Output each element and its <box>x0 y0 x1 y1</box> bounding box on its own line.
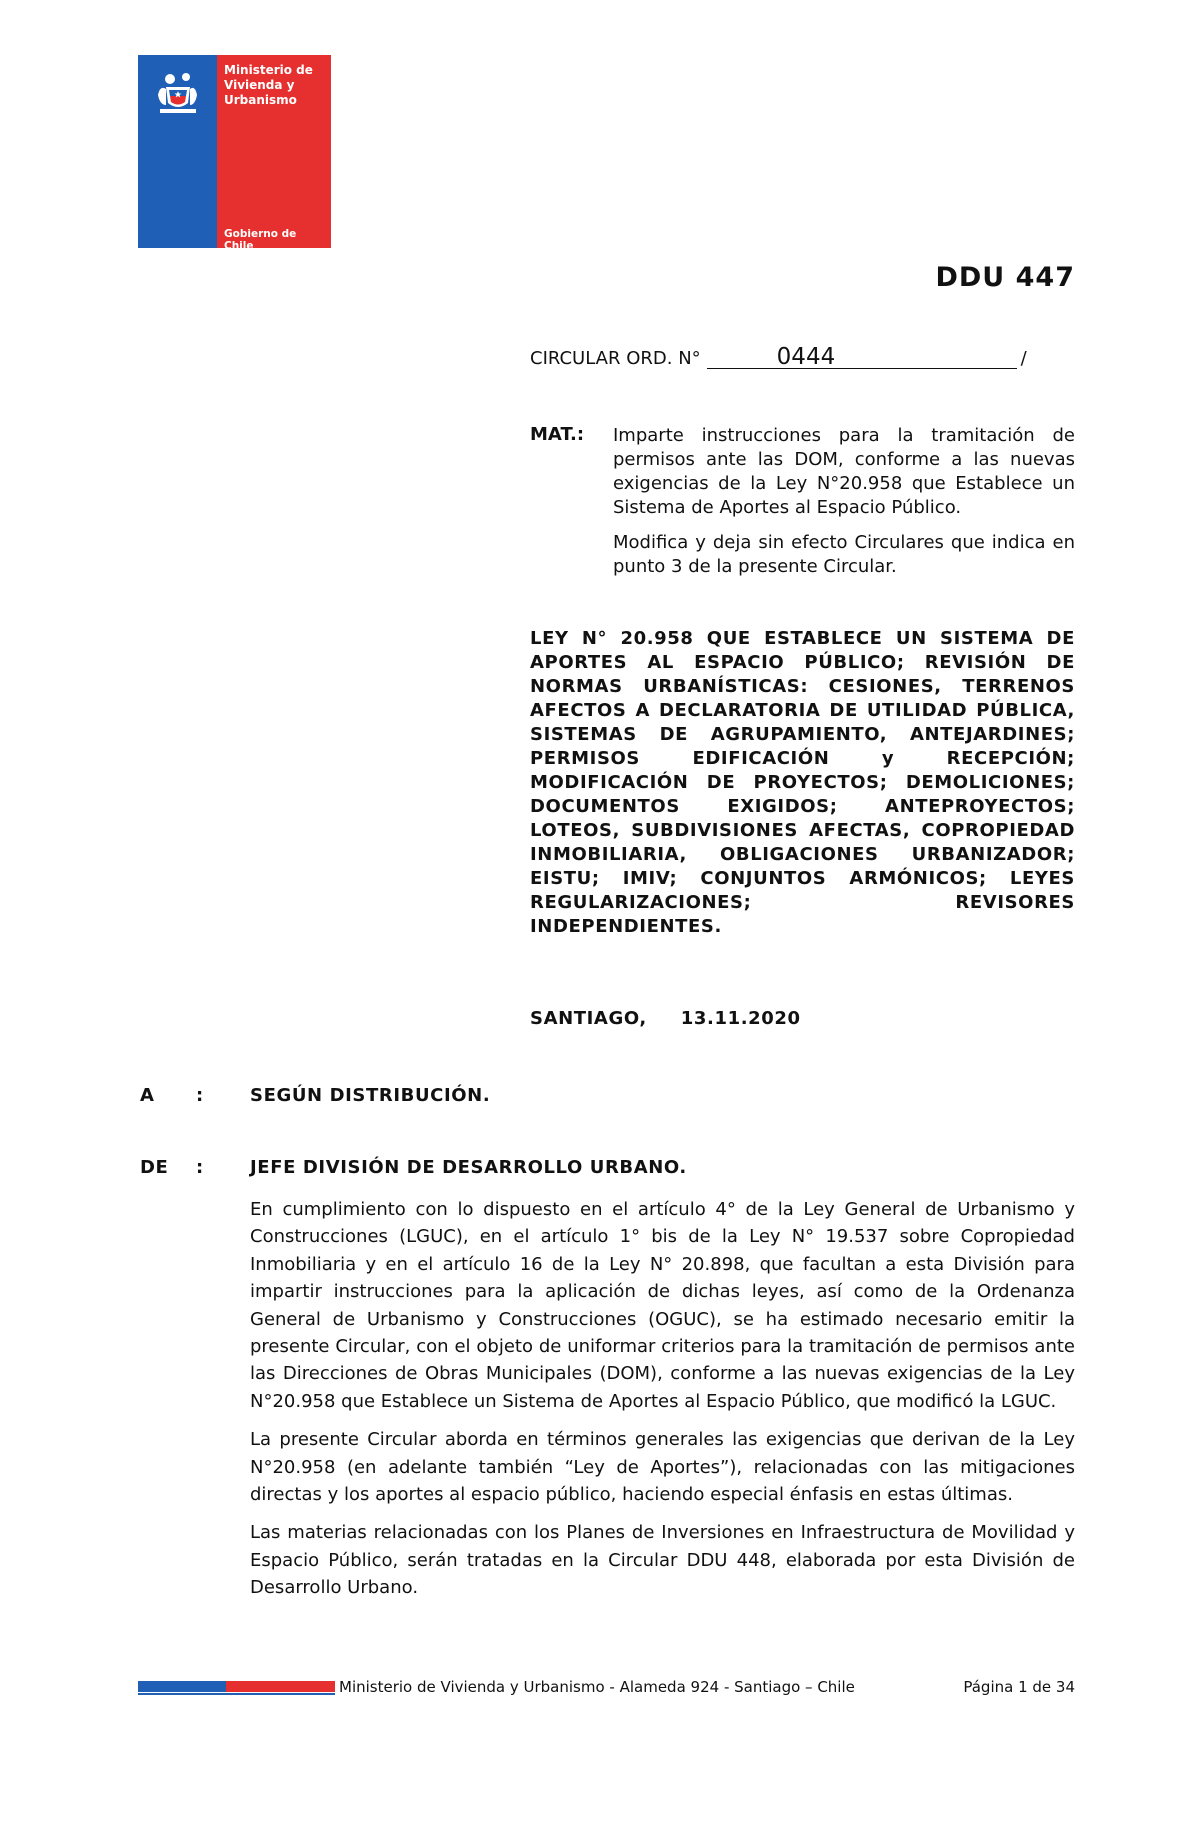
mat-paragraph-1: Imparte instrucciones para la tramitación de permisos ante las DOM, conforme a las nuevas exigencias de la Ley N°20.958 que Establece un Sistema de Aportes al Espacio Público. <box>613 425 1075 518</box>
to-value: SEGÚN DISTRIBUCIÓN. <box>250 1085 491 1106</box>
footer-color-bar <box>138 1681 335 1692</box>
circular-slash: / <box>1020 348 1027 369</box>
from-label: DE <box>140 1157 169 1178</box>
document-code: DDU 447 <box>935 262 1075 293</box>
to-label: A <box>140 1085 155 1106</box>
place-date <box>530 1008 801 1029</box>
body-paragraph-2: La presente Circular aborda en términos generales las exigencias que derivan de la Ley N°20.958 (en adelante también “Ley de Aportes”), relacionadas con las mitigaciones directas y los aportes al espacio público, haciendo especial énfasis en estas últimas. <box>250 1429 1075 1506</box>
subject-heading <box>530 627 1075 939</box>
body-paragraph-1: En cumplimiento con lo dispuesto en el artículo 4° de la Ley General de Urbanismo y Construcciones (LGUC), en el artículo 1° bis de la Ley N° 19.537 sobre Copropiedad Inmobiliaria y en el artículo 16 de la Ley N° 20.898, que facultan a esta División para impartir instrucciones para la aplicación de dichas leyes, así como de la Ordenanza General de Urbanismo y Construcciones (OGUC), se ha estimado necesario emitir la presente Circular, con el objeto de uniformar criterios para la tramitación de permisos ante las Direcciones de Obras Municipales (DOM), conforme a las nuevas exigencias de la Ley N°20.958 que Establece un Sistema de Aportes al Espacio Público, que modificó la LGUC. <box>250 1199 1075 1412</box>
footer-address: Ministerio de Vivienda y Urbanismo - Alameda 924 - Santiago – Chile <box>339 1678 855 1696</box>
ministry-logo <box>138 55 331 252</box>
circular-number: 0444 <box>776 344 836 370</box>
circular-label: CIRCULAR ORD. N° <box>530 348 701 369</box>
body-paragraph-3: Las materias relacionadas con los Planes de Inversiones en Infraestructura de Movilidad y Espacio Público, serán tratadas en la Circular DDU 448, elaborada por esta División de Desarrollo Urbano. <box>250 1522 1075 1599</box>
circular-number-line <box>530 346 1075 369</box>
coat-of-arms-icon <box>150 65 205 120</box>
place: SANTIAGO, <box>530 1008 647 1029</box>
from-colon: : <box>196 1157 204 1178</box>
ministry-name-line-1: Ministerio de <box>224 63 313 77</box>
footer-bar-line <box>138 1693 335 1695</box>
ministry-name-line-2: Vivienda y <box>224 78 295 92</box>
mat-label: MAT.: <box>530 424 585 445</box>
mat-text <box>613 424 1075 590</box>
from-value: JEFE DIVISIÓN DE DESARROLLO URBANO. <box>250 1157 687 1178</box>
mat-paragraph-2: Modifica y deja sin efecto Circulares que indica en punto 3 de la presente Circular. <box>613 532 1075 577</box>
date: 13.11.2020 <box>680 1008 801 1029</box>
ministry-name-line-3: Urbanismo <box>224 93 297 107</box>
footer-bar-blue <box>138 1681 226 1692</box>
ministry-name <box>224 63 328 108</box>
body-text <box>250 1196 1075 1613</box>
circular-number-field <box>707 346 1017 369</box>
footer-bar-red <box>226 1681 335 1692</box>
government-name: Gobierno de Chile <box>224 228 297 252</box>
footer-page-number: Página 1 de 34 <box>963 1678 1075 1696</box>
to-colon: : <box>196 1085 204 1106</box>
subject-text: LEY N° 20.958 QUE ESTABLECE UN SISTEMA DE APORTES AL ESPACIO PÚBLICO; REVISIÓN DE NORMAS URBANÍSTICAS: CESIONES, TERRENOS AFECTOS A DECLARATORIA DE UTILIDAD PÚBLICA, SISTEMAS DE AGRUPAMIENTO, ANTEJARDINES; PERMISOS EDIFICACIÓN y RECEPCIÓN; MODIFICACIÓN DE PROYECTOS; DEMOLICIONES; DOCUMENTOS EXIGIDOS; ANTEPROYECTOS; LOTEOS, SUBDIVISIONES AFECTAS, COPROPIEDAD INMOBILIARIA, OBLIGACIONES URBANIZADOR; EISTU; IMIV; CONJUNTOS ARMÓNICOS; LEYES REGULARIZACIONES; REVISORES INDEPENDIENTES. <box>530 628 1075 937</box>
